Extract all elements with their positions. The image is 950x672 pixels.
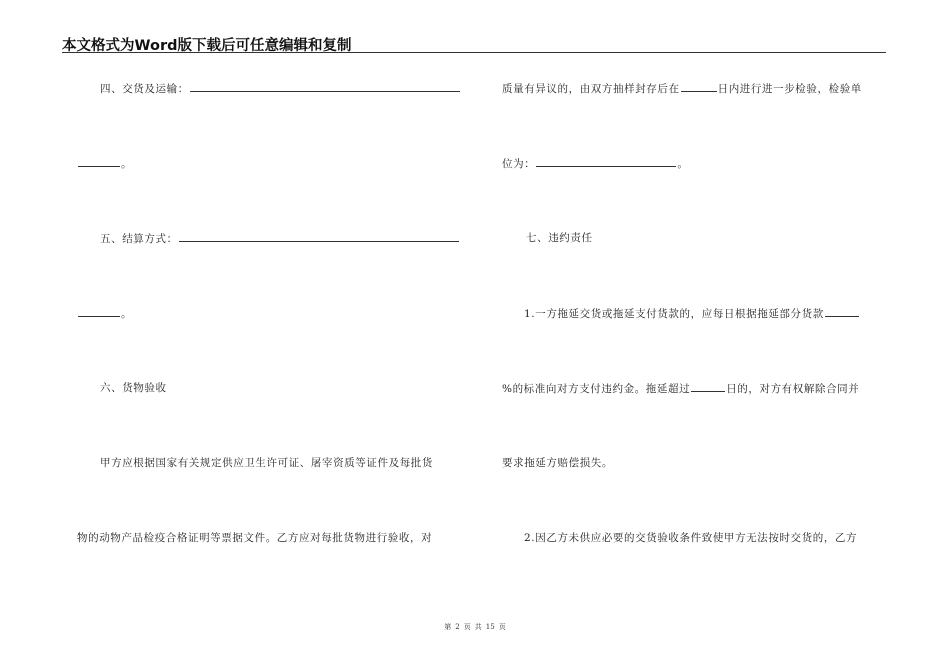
footer-text: 第: [444, 623, 452, 631]
period: 。: [121, 308, 133, 320]
percent-blank: [825, 306, 859, 317]
right-text: %的标准向对方支付违约金。拖延超过: [502, 383, 691, 395]
settlement-label: 五、结算方式：: [100, 233, 178, 245]
left-line-7: 物的动物产品检疫合格证明等票据文件。乙方应对每批货物进行验收，对: [77, 532, 433, 544]
inspection-unit-blank: [536, 156, 676, 167]
right-line-4: [524, 306, 860, 321]
period: 。: [121, 158, 133, 170]
right-text: 质量有异议的，由双方抽样封存后在: [502, 83, 680, 95]
settlement-blank-cont: [78, 306, 120, 317]
footer-text: 页: [463, 623, 471, 631]
inspection-unit-label: 位为：: [502, 158, 536, 170]
inspection-heading: 六、货物验收: [100, 382, 167, 394]
delivery-transport-blank-cont: [78, 156, 120, 167]
overdue-days-blank: [691, 381, 725, 392]
footer-text: 共: [474, 623, 482, 631]
right-line-1: [502, 81, 862, 96]
left-line-6: 甲方应根据国家有关规定供应卫生许可证、屠宰资质等证件及每批货: [100, 457, 433, 469]
right-line-2: [502, 156, 688, 171]
settlement-blank: [179, 231, 459, 242]
delivery-transport-blank: [190, 81, 460, 92]
footer-text: 页: [498, 623, 506, 631]
total-pages-number: 15: [485, 623, 495, 631]
delivery-transport-label: 四、交货及运输：: [100, 83, 189, 95]
page-footer: [0, 622, 950, 632]
current-page-number: 2: [455, 623, 460, 631]
right-line-7: 2.因乙方未供应必要的交货验收条件致使甲方无法按时交货的，乙方: [524, 532, 858, 544]
right-text: 日内进行进一步检验，检验单: [717, 83, 862, 95]
left-line-3: [100, 231, 460, 246]
right-text: 1.一方拖延交货或拖延支付货款的，应每日根据拖延部分货款: [524, 308, 824, 320]
right-text: 日的，对方有权解除合同并: [726, 383, 860, 395]
period: 。: [677, 158, 689, 170]
days-blank: [681, 81, 717, 92]
left-line-1: [100, 81, 461, 96]
right-line-6: 要求拖延方赔偿损失。: [502, 457, 613, 469]
header-divider: [62, 52, 886, 53]
right-line-5: [502, 381, 859, 396]
document-header-title: 本文格式为Word版下载后可任意编辑和复制: [62, 38, 352, 54]
left-line-4: [77, 306, 132, 321]
left-line-2: [77, 156, 132, 171]
liability-heading: 七、违约责任: [526, 232, 593, 244]
